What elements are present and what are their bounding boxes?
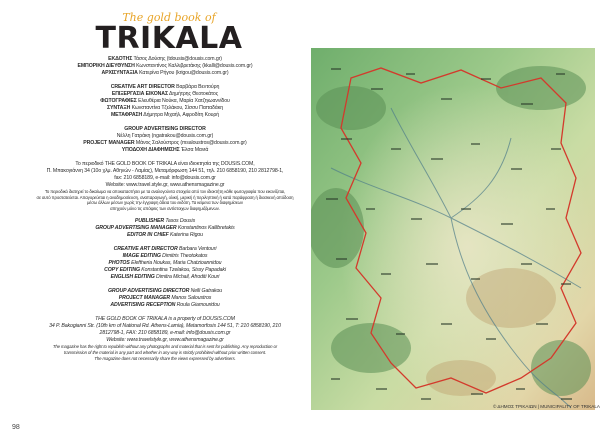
credit-line: ΦΩΤΟΓΡΑΦΙΕΣ Ελευθέρια Νούκα, Μαρία Χατζηιωαννίδου [100, 98, 230, 104]
english-disclaimer: The magazine has the right to republish without any photographs and material that is sent for publishing. Any reproduction or transmission of the material in any part and whether in any way is strictly prohibited without prior written consent. The magazine does not necessarily share the views expressed by advertisers. [52, 344, 278, 361]
credit-line: ΜΕΤΑΦΡΑΣΗ Δήμητρα Μιχαήλ, Αφροδίτη Κουρή [110, 112, 220, 118]
credit-line: ΕΠΙΞΕΡΓΑΣΙΑ ΕΙΚΟΝΑΣ Δημήτρης Θεοτοκάτος [111, 91, 219, 97]
credit-line: ΥΠΟΔΟΧΗ ΔΙΑΦΗΜΙΣΗΣ Έλσα Μανιά [121, 147, 209, 153]
greek-credits-1 [30, 56, 300, 77]
credit-line: IMAGE EDITING Dimitris Theotokatos [122, 253, 208, 260]
magazine-title: TRIKALA [95, 21, 243, 56]
credits-column [30, 12, 300, 361]
credit-line: CREATIVE ART DIRECTOR Βαρβάρα Βεντούρη [110, 84, 220, 90]
credit-line: COPY EDITING Konstantina Tzelakou, Sissy Papadaki [104, 267, 226, 274]
magazine-subtitle: The gold book of [122, 11, 216, 24]
credit-line: GROUP ADVERTISING MANAGER Konstantinos Kallibretakis [95, 225, 235, 232]
credit-line: PUBLISHER Tasos Dousis [134, 218, 196, 225]
greek-address: Το περιοδικό THE GOLD BOOK OF TRIKALA είναι ιδιοκτησία της DOUSIS.COM, Π. Μπακογιάννη 34 (10ο χλμ. Αθηνών - Λαμίας), Μεταμόρφωση 144 51, τηλ. 210 6858190, 210 2812798-1, fax: 210 6858189, e-mail: info@dousis.com.gr Website: www.travel.style.gr, www.athensmagazine.gr [46, 161, 284, 188]
credit-line: CREATIVE ART DIRECTOR Barbara Ventouri [113, 246, 217, 253]
greek-credits-2 [30, 84, 300, 119]
credit-line: ΕΜΠΟΡΙΚΗ ΔΙΕΥΘΥΝΣΗ Κωνσταντίνος Καλλιβρετάκης (kkalli@dousis.com.gr) [77, 63, 253, 69]
english-address: THE GOLD BOOK OF TRIKALA is a property of DOUSIS.COM 34 P. Bakogianni Str. (10th km of National Rd. Athens-Lamia), Metamorfosis 144 51, T: 210 6858190, 210 2812798-1, FAX: 210 6858189, e-mail: info@dousis.com.gr Website: www.travelstyle.gr, www.athensmagazine.gr [49, 316, 281, 344]
credit-line: Νέλλη Γατράκη (ngatrakou@dousis.com.gr) [116, 133, 214, 139]
greek-credits-3 [30, 126, 300, 154]
credit-line: ΑΡΧΙΣΥΝΤΑΞΙΑ Κατερίνα Ρήγου (krigou@dousis.com.gr) [101, 70, 229, 76]
credit-line: GROUP ADVERTISING DIRECTOR [124, 126, 206, 132]
english-credits-1 [30, 218, 300, 239]
map-caption: © ΔΗΜΟΣ ΤΡΙΚΑΙΩΝ | MUNICIPALITY OF TRIKALA [492, 404, 600, 409]
credit-line: GROUP ADVERTISING DIRECTOR Nelli Gatrakou [107, 288, 223, 295]
credit-line: PROJECT MANAGER Μάνος Σαλούστρος (msaloustros@dousis.com.gr) [83, 140, 247, 146]
credit-line: PROJECT MANAGER Manos Saloustros [118, 295, 212, 302]
relief-map [311, 48, 595, 410]
relief-map-graphic [311, 48, 595, 410]
english-credits-3 [30, 288, 300, 309]
credit-line: ΕΚΔΟΤΗΣ Τάσος Δούσης (tdousis@dousis.com.gr) [108, 56, 222, 62]
credit-line: PHOTOS Eleftheria Noukas, Maria Chatzioannidou [108, 260, 222, 267]
greek-disclaimer: Το περιοδικό διατηρεί το δικαίωμα να αποκαταστήσει με τα αναλογούντα στοιχεία από τον ιδιοκτήτη κάθε φωτογραφία που εικονίζεται, σε αυτό προστατεύεται. Απαγορεύεται η αναδημοσίευση, αναπαραγωγή, ολική, μερική ή περιληπτική ή κατά παράφραση ή διασκευή απόδοση μέσω άλλων μέσων χωρίς την έγγραφη άδεια του εκδότη. Τα κείμενα των διαφημίσεων απηχούν μόνο τις απόψεις των αντίστοιχων διαφημιζόμενων. [36, 189, 294, 211]
credit-line: ADVERTISING RECEPTION Roula Giamouridou [110, 302, 220, 309]
english-credits-2 [30, 246, 300, 281]
credit-line: ΣΥΝΤΑΞΗ Κωνσταντίνα Τζελάκου, Σίσσυ Παπαδάκη [106, 105, 223, 111]
page-number: 98 [12, 424, 20, 431]
credit-line: EDITOR IN CHIEF Katerina Rigou [127, 232, 203, 239]
credit-line: ENGLISH EDITING Dimitra Michail, Afroditi Kouri [110, 274, 220, 281]
